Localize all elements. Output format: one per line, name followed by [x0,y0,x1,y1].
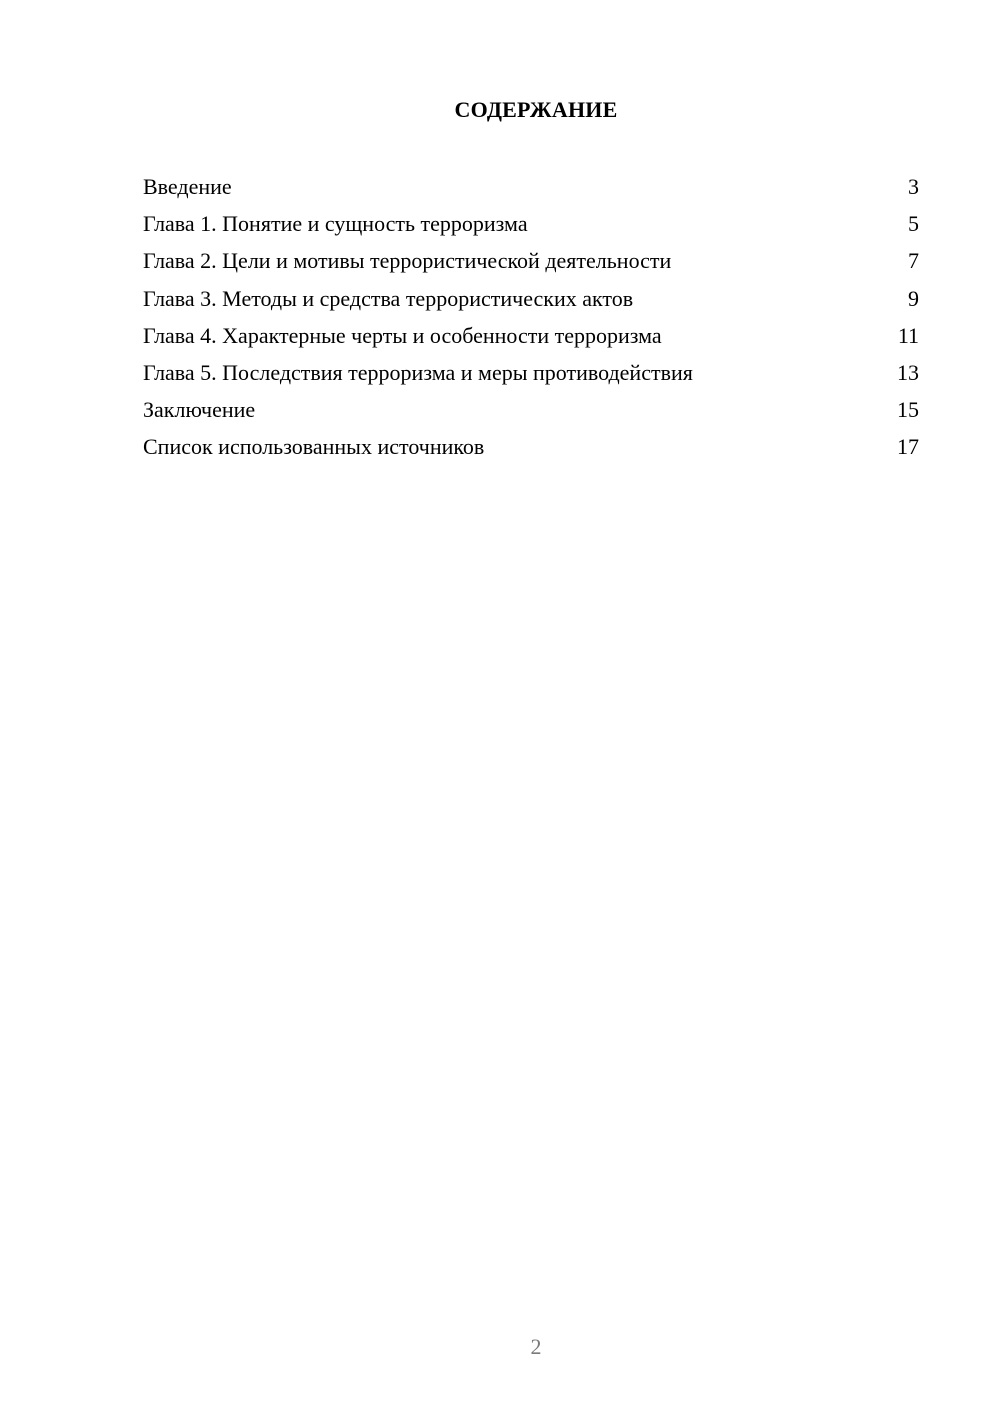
toc-item-title: Список использованных источников [143,434,485,460]
toc-item-title: Глава 1. Понятие и сущность терроризма [143,211,528,237]
toc-item-page-number: 3 [908,174,919,199]
page-number: 2 [530,1334,542,1359]
toc-item-page-number: 13 [897,359,919,385]
toc-item-conclusion [143,391,919,428]
toc-item-page-number: 17 [897,434,919,460]
toc-item-title: Глава 5. Последствия терроризма и меры противодействия [143,359,693,385]
toc-heading: СОДЕРЖАНИЕ [454,97,618,122]
toc-item-page-number: 5 [908,211,919,237]
toc-item-page-number: 7 [908,248,919,274]
toc-item-chapter-5 [143,354,919,391]
toc-item-title: Глава 3. Методы и средства террористических актов [143,285,634,311]
toc-item-page-number: 11 [897,322,919,348]
table-of-contents [143,168,919,466]
toc-item-title: Введение [143,174,232,199]
toc-item-introduction [143,168,919,205]
toc-item-page-number: 9 [908,285,919,311]
toc-item-references [143,428,919,465]
toc-item-title: Глава 2. Цели и мотивы террористической деятельности [143,248,672,274]
toc-item-title: Глава 4. Характерные черты и особенности терроризма [143,322,662,348]
toc-item-title: Заключение [143,397,256,423]
toc-item-chapter-1 [143,205,919,242]
toc-item-chapter-3 [143,280,919,317]
toc-item-chapter-2 [143,242,919,279]
toc-item-chapter-4 [143,317,919,354]
toc-item-page-number: 15 [897,397,919,423]
